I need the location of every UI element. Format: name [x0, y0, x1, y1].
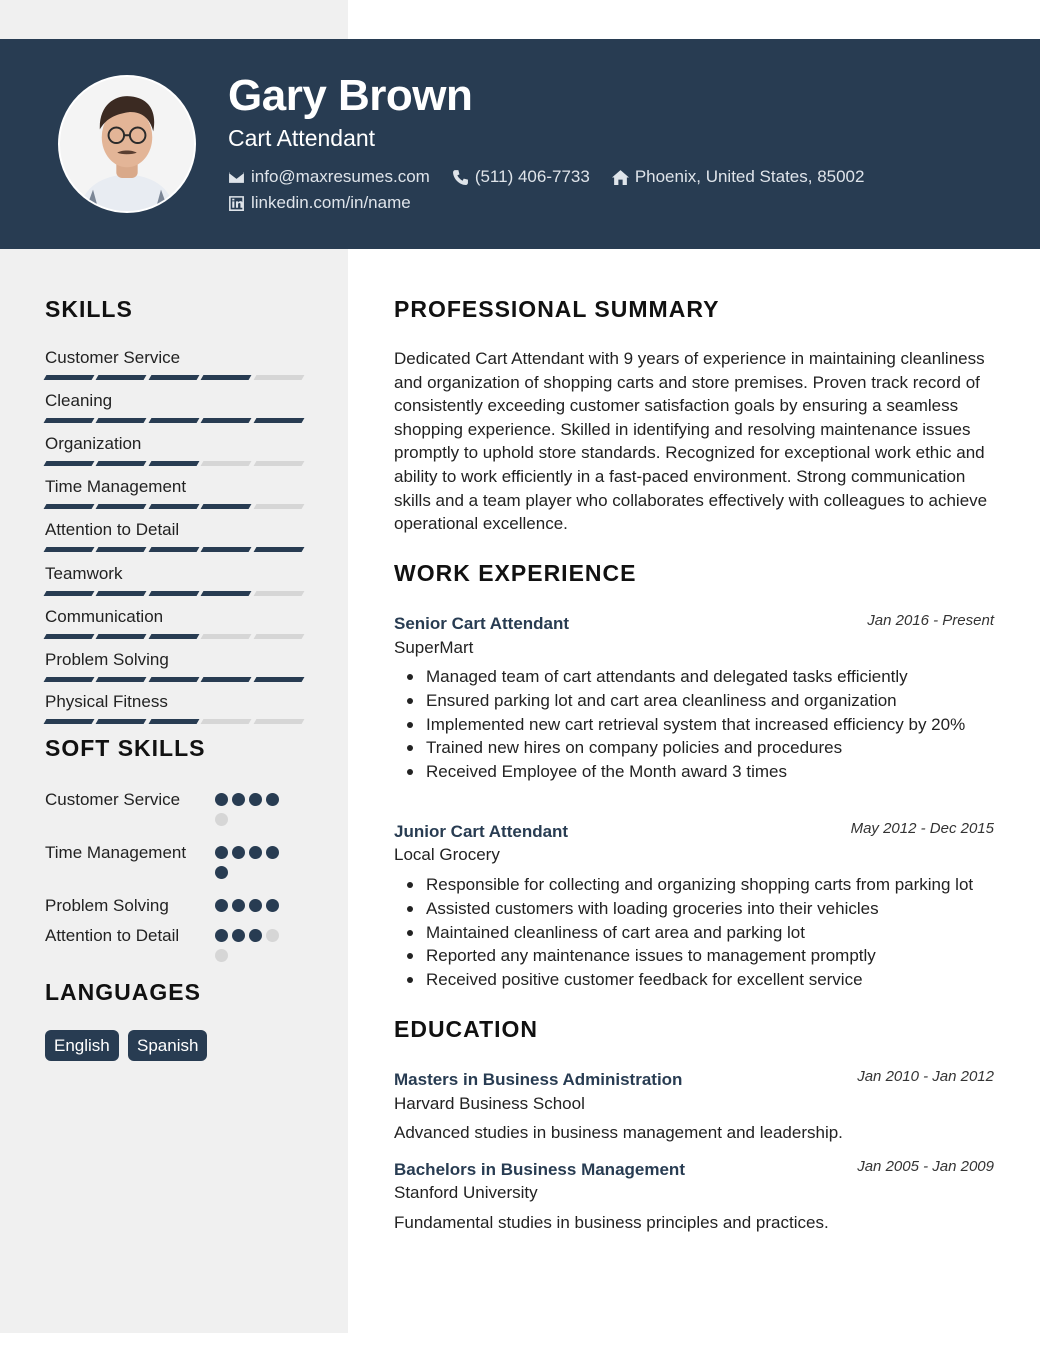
job-title: Junior Cart Attendant	[394, 822, 569, 841]
skill-name: Teamwork	[45, 564, 123, 583]
rating-dot	[215, 866, 228, 879]
summary-text: Dedicated Cart Attendant with 9 years of experience in maintaining cleanliness and organization of shopping carts and store premises. Proven track record of consistently exceeding customer satisfaction goals by ensuring a seamless shopping experience. Skilled in identifying and resolving maintenance issues promptly to uphold store standards. Recognized for exceptional work ethic and ability to work efficiently in a fast-paced environment. Strong communication skills and a team player who collaborates effectively with colleagues to achieve operational excellence.	[394, 349, 988, 534]
skill-level-segment	[201, 634, 252, 639]
skill-item	[45, 390, 303, 423]
rating-dot	[215, 793, 228, 806]
skill-item	[45, 606, 303, 639]
soft-skills-heading: SOFT SKILLS	[45, 735, 206, 761]
skill-level-segment	[253, 461, 304, 466]
rating-dot	[215, 846, 228, 859]
job-bullets	[394, 665, 998, 784]
soft-skill-name: Problem Solving	[45, 896, 169, 915]
skill-level-segment	[96, 375, 147, 380]
skill-level-segment	[148, 634, 199, 639]
skill-level-segment	[96, 418, 147, 423]
rating-dot	[232, 793, 245, 806]
skill-name: Attention to Detail	[45, 520, 180, 539]
rating-dot	[232, 929, 245, 942]
skill-level-bar	[45, 634, 303, 639]
education-description: Advanced studies in business management and leadership.	[394, 1123, 843, 1142]
education-description: Fundamental studies in business principles and practices.	[394, 1213, 829, 1232]
skill-level-segment	[253, 719, 304, 724]
skill-level-segment	[96, 504, 147, 509]
profile-photo	[60, 77, 194, 211]
rating-dot	[232, 899, 245, 912]
skill-name: Customer Service	[45, 348, 181, 367]
skill-item	[45, 519, 303, 552]
job-bullet: Responsible for collecting and organizing shopping carts from parking lot	[394, 873, 998, 897]
phone-text: (511) 406-7733	[474, 167, 590, 186]
skill-name: Cleaning	[45, 391, 113, 410]
job-bullets	[394, 873, 998, 992]
contact-phone[interactable]	[452, 167, 590, 187]
education-heading: EDUCATION	[394, 1016, 539, 1042]
envelope-icon	[228, 169, 245, 186]
job-bullet: Implemented new cart retrieval system that increased efficiency by 20%	[394, 713, 998, 737]
contact-linkedin[interactable]	[228, 193, 411, 213]
skill-level-segment	[253, 504, 304, 509]
skill-level-segment	[253, 677, 304, 682]
home-icon	[612, 169, 629, 186]
skill-name: Communication	[45, 607, 164, 626]
rating-dot	[266, 793, 279, 806]
skill-name: Problem Solving	[45, 650, 169, 669]
skill-level-segment	[253, 634, 304, 639]
degree-title: Masters in Business Administration	[394, 1070, 683, 1089]
language-badge: Spanish	[128, 1030, 207, 1061]
skill-level-segment	[44, 461, 95, 466]
skill-level-segment	[44, 719, 95, 724]
rating-dot	[266, 929, 279, 942]
job-bullet: Maintained cleanliness of cart area and parking lot	[394, 921, 998, 945]
rating-dot	[215, 949, 228, 962]
rating-dot	[266, 899, 279, 912]
skill-level-segment	[148, 504, 199, 509]
rating-dot	[266, 846, 279, 859]
skill-level-segment	[201, 591, 252, 596]
job-company: SuperMart	[394, 638, 474, 657]
job-bullet: Managed team of cart attendants and delegated tasks efficiently	[394, 665, 998, 689]
soft-skill-rating	[215, 924, 295, 962]
job-bullet: Reported any maintenance issues to management promptly	[394, 944, 998, 968]
job-bullet: Received positive customer feedback for excellent service	[394, 968, 998, 992]
skill-level-segment	[148, 547, 199, 552]
skill-level-segment	[44, 677, 95, 682]
education-date: Jan 2010 - Jan 2012	[857, 1068, 994, 1085]
job-bullet: Received Employee of the Month award 3 times	[394, 760, 998, 784]
soft-skill-item	[45, 788, 295, 826]
location-text: Phoenix, United States, 85002	[634, 167, 865, 186]
skill-level-bar	[45, 461, 303, 466]
email-text: info@maxresumes.com	[251, 167, 430, 186]
phone-icon	[452, 169, 469, 186]
skill-item	[45, 649, 303, 682]
languages-heading: LANGUAGES	[45, 979, 201, 1005]
skill-level-segment	[148, 461, 199, 466]
skill-level-bar	[45, 504, 303, 509]
skill-level-segment	[148, 677, 199, 682]
rating-dot	[215, 929, 228, 942]
skill-level-segment	[96, 677, 147, 682]
skill-item	[45, 691, 303, 724]
skill-level-segment	[148, 375, 199, 380]
skill-level-segment	[44, 375, 95, 380]
summary-heading: PROFESSIONAL SUMMARY	[394, 296, 720, 322]
skill-name: Time Management	[45, 477, 187, 496]
contact-row-linkedin	[228, 193, 433, 213]
soft-skill-rating	[215, 841, 295, 879]
skill-item	[45, 347, 303, 380]
soft-skill-name: Time Management	[45, 843, 187, 862]
rating-dot	[249, 899, 262, 912]
job-bullet: Ensured parking lot and cart area cleanliness and organization	[394, 689, 998, 713]
soft-skill-item	[45, 924, 295, 962]
skill-item	[45, 476, 303, 509]
linkedin-icon	[228, 195, 245, 212]
skill-level-bar	[45, 375, 303, 380]
candidate-name: Gary Brown	[228, 71, 473, 120]
skills-heading: SKILLS	[45, 296, 133, 322]
skill-level-segment	[44, 591, 95, 596]
job-date: Jan 2016 - Present	[867, 612, 994, 629]
skill-level-segment	[201, 547, 252, 552]
skill-level-bar	[45, 677, 303, 682]
rating-dot	[249, 929, 262, 942]
skill-item	[45, 563, 303, 596]
skill-level-segment	[44, 547, 95, 552]
skill-name: Physical Fitness	[45, 692, 168, 711]
skill-level-segment	[44, 418, 95, 423]
resume-header	[0, 39, 1040, 249]
job-date: May 2012 - Dec 2015	[850, 820, 994, 837]
skill-level-segment	[201, 719, 252, 724]
school-name: Harvard Business School	[394, 1094, 585, 1113]
skill-level-segment	[148, 418, 199, 423]
skill-level-bar	[45, 547, 303, 552]
soft-skill-name: Attention to Detail	[45, 926, 180, 945]
skill-level-segment	[253, 591, 304, 596]
skill-level-segment	[201, 677, 252, 682]
soft-skill-item	[45, 841, 295, 879]
skill-item	[45, 433, 303, 466]
job-bullet: Trained new hires on company policies and procedures	[394, 736, 998, 760]
education-date: Jan 2005 - Jan 2009	[857, 1158, 994, 1175]
skill-level-segment	[201, 418, 252, 423]
linkedin-text: linkedin.com/in/name	[251, 193, 411, 212]
contact-row	[228, 167, 886, 187]
skill-level-segment	[44, 504, 95, 509]
job-company: Local Grocery	[394, 845, 500, 864]
soft-skill-rating	[215, 788, 295, 826]
soft-skill-item	[45, 894, 295, 917]
language-badge: English	[45, 1030, 119, 1061]
skill-level-segment	[253, 375, 304, 380]
experience-heading: WORK EXPERIENCE	[394, 560, 637, 586]
job-bullet: Assisted customers with loading groceries into their vehicles	[394, 897, 998, 921]
job-title: Senior Cart Attendant	[394, 614, 570, 633]
skill-level-segment	[96, 547, 147, 552]
contact-location	[612, 167, 865, 187]
skill-level-segment	[201, 375, 252, 380]
skill-level-segment	[96, 461, 147, 466]
skill-level-bar	[45, 591, 303, 596]
rating-dot	[215, 813, 228, 826]
skill-level-segment	[96, 634, 147, 639]
skill-level-segment	[201, 504, 252, 509]
rating-dot	[215, 899, 228, 912]
skill-level-segment	[96, 591, 147, 596]
skill-level-bar	[45, 719, 303, 724]
skill-name: Organization	[45, 434, 142, 453]
degree-title: Bachelors in Business Management	[394, 1160, 685, 1179]
skill-level-bar	[45, 418, 303, 423]
skill-level-segment	[148, 591, 199, 596]
skill-level-segment	[201, 461, 252, 466]
skill-level-segment	[253, 547, 304, 552]
skill-level-segment	[96, 719, 147, 724]
soft-skill-name: Customer Service	[45, 790, 181, 809]
soft-skill-rating	[215, 894, 295, 917]
avatar	[58, 75, 196, 213]
candidate-title: Cart Attendant	[228, 125, 376, 151]
rating-dot	[249, 846, 262, 859]
skill-level-segment	[148, 719, 199, 724]
rating-dot	[249, 793, 262, 806]
rating-dot	[232, 846, 245, 859]
skill-level-segment	[44, 634, 95, 639]
school-name: Stanford University	[394, 1183, 538, 1202]
skill-level-segment	[253, 418, 304, 423]
contact-email[interactable]	[228, 167, 430, 187]
